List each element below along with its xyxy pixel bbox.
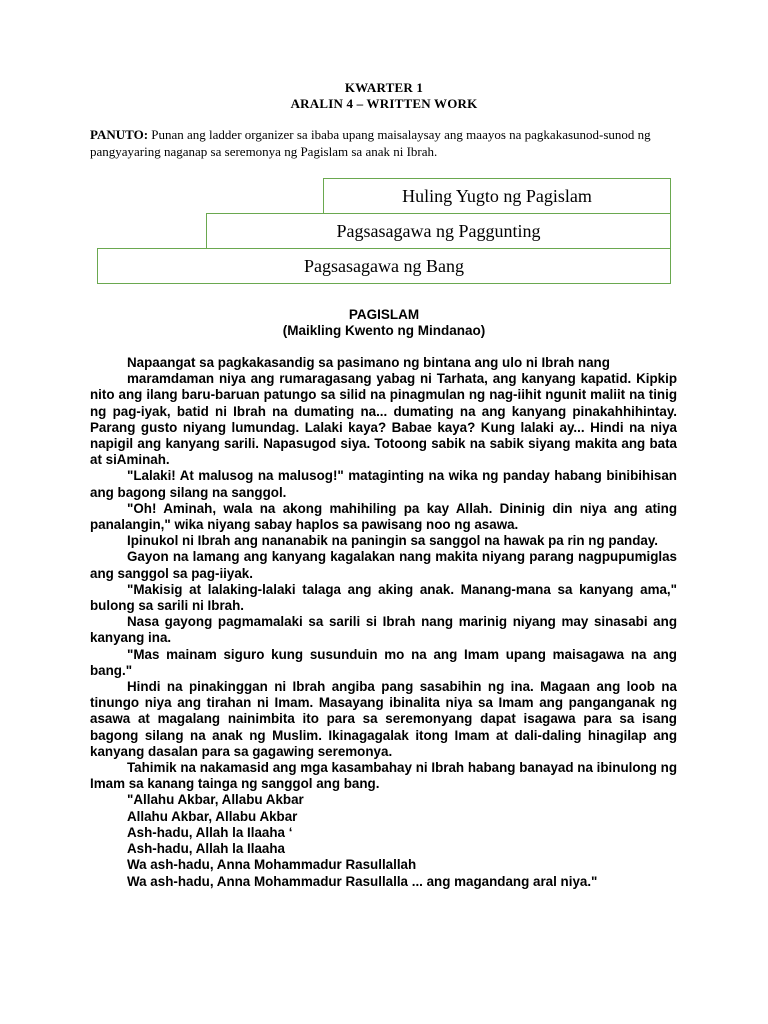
lesson-heading: ARALIN 4 – WRITTEN WORK — [290, 96, 478, 111]
story-paragraph: Nasa gayong pagmamalaki sa sarili si Ibrah nang marinig niyang may sinasabi ang kanyang ina. — [90, 614, 677, 646]
ladder-step-middle: Pagsasagawa ng Paggunting — [206, 213, 671, 249]
story-paragraph: Hindi na pinakinggan ni Ibrah angiba pang sasabihin ng ina. Magaan ang loob na tinungo niya ang tirahan ni Imam. Masayang ibinalita niya sa Imam ang panganganak ng asawa at magalang nainimbita ito para sa seremonyang dapat isagawa para sa isang bagong silang na anak ng Muslim. Ikinagagalak itong Imam at dali-daling hinagilap ang kanyang dasalan para sa gagawing seremonya. — [90, 679, 677, 759]
prayer-line: Ash-hadu, Allah la Ilaaha — [127, 841, 285, 857]
story-paragraph: "Mas mainam siguro kung susunduin mo na ang Imam upang maisagawa na ang bang." — [90, 646, 677, 678]
ladder-step-bottom: Pagsasagawa ng Bang — [97, 248, 671, 284]
prayer-line: Wa ash-hadu, Anna Mohammadur Rasullallah — [127, 857, 417, 873]
instructions — [90, 126, 680, 160]
story-paragraph: Tahimik na nakamasid ang mga kasambahay ni Ibrah habang banayad na ibinulong ng Imam sa kanang tainga ng sanggol ang bang. — [90, 760, 677, 792]
prayer-line: Ash-hadu, Allah la Ilaaha ‘ — [127, 824, 293, 840]
story-paragraph: Ipinukol ni Ibrah ang nananabik na paningin sa sanggol na hawak pa rin ng panday. — [127, 533, 658, 549]
story-paragraph: maramdaman niya ang rumaragasang yabag ni Tarhata, ang kanyang kapatid. Kipkip nito ang ilang baru-baruan patungo sa silid na pinagmulan ng nag-iihit ngunit maliit na tinig ng pag-iyak, batid ni Ibrah na dumating na... dumating na ang kanyang pinakahhihintay. Parang gusto niyang lumundag. Lalaki kaya? Babae kaya? Kung lalaki ay... Hindi na niya napigil ang kanyang sarili. Napasugod siya. Totoong sabik na sabik siyang makita ang bata at siAminah. — [90, 371, 677, 468]
ladder-step-top: Huling Yugto ng Pagislam — [323, 178, 671, 214]
instructions-label: PANUTO: — [90, 127, 149, 142]
instructions-text: Punan ang ladder organizer sa ibaba upang maisalaysay ang maayos na pagkakasunod-sunod ng pangyayaring naganap sa seremonya ng Pagislam sa anak ni Ibrah. — [90, 127, 651, 159]
story-paragraph: "Oh! Aminah, wala na akong mahihiling pa kay Allah. Dininig din niya ang ating panalangin," wika niyang sabay haplos sa pawisang noo ng asawa. — [90, 500, 677, 533]
prayer-line: Wa ash-hadu, Anna Mohammadur Rasullalla ... ang magandang aral niya." — [127, 873, 598, 889]
story-paragraph: Napaangat sa pagkakasandig sa pasimano ng bintana ang ulo ni Ibrah nang — [127, 355, 610, 370]
story-subtitle: (Maikling Kwento ng Mindanao) — [282, 323, 486, 338]
story-title: PAGISLAM — [348, 307, 420, 322]
prayer-line: Allahu Akbar, Allabu Akbar — [127, 808, 298, 824]
story-paragraph: Gayon na lamang ang kanyang kagalakan nang makita niyang parang nagpupumiglas ang sanggol sa pag-iiyak. — [90, 549, 677, 581]
story-paragraph: "Lalaki! At malusog na malusog!" mataginting na wika ng panday habang binibihisan ang bagong silang na sanggol. — [90, 468, 677, 500]
quarter-heading: KWARTER 1 — [344, 80, 424, 95]
story-body — [90, 355, 677, 890]
prayer-line: "Allahu Akbar, Allabu Akbar — [127, 792, 304, 808]
story-paragraph: "Makisig at lalaking-lalaki talaga ang aking anak. Manang-mana sa kanyang ama," bulong sa sarili ni Ibrah. — [90, 581, 677, 614]
